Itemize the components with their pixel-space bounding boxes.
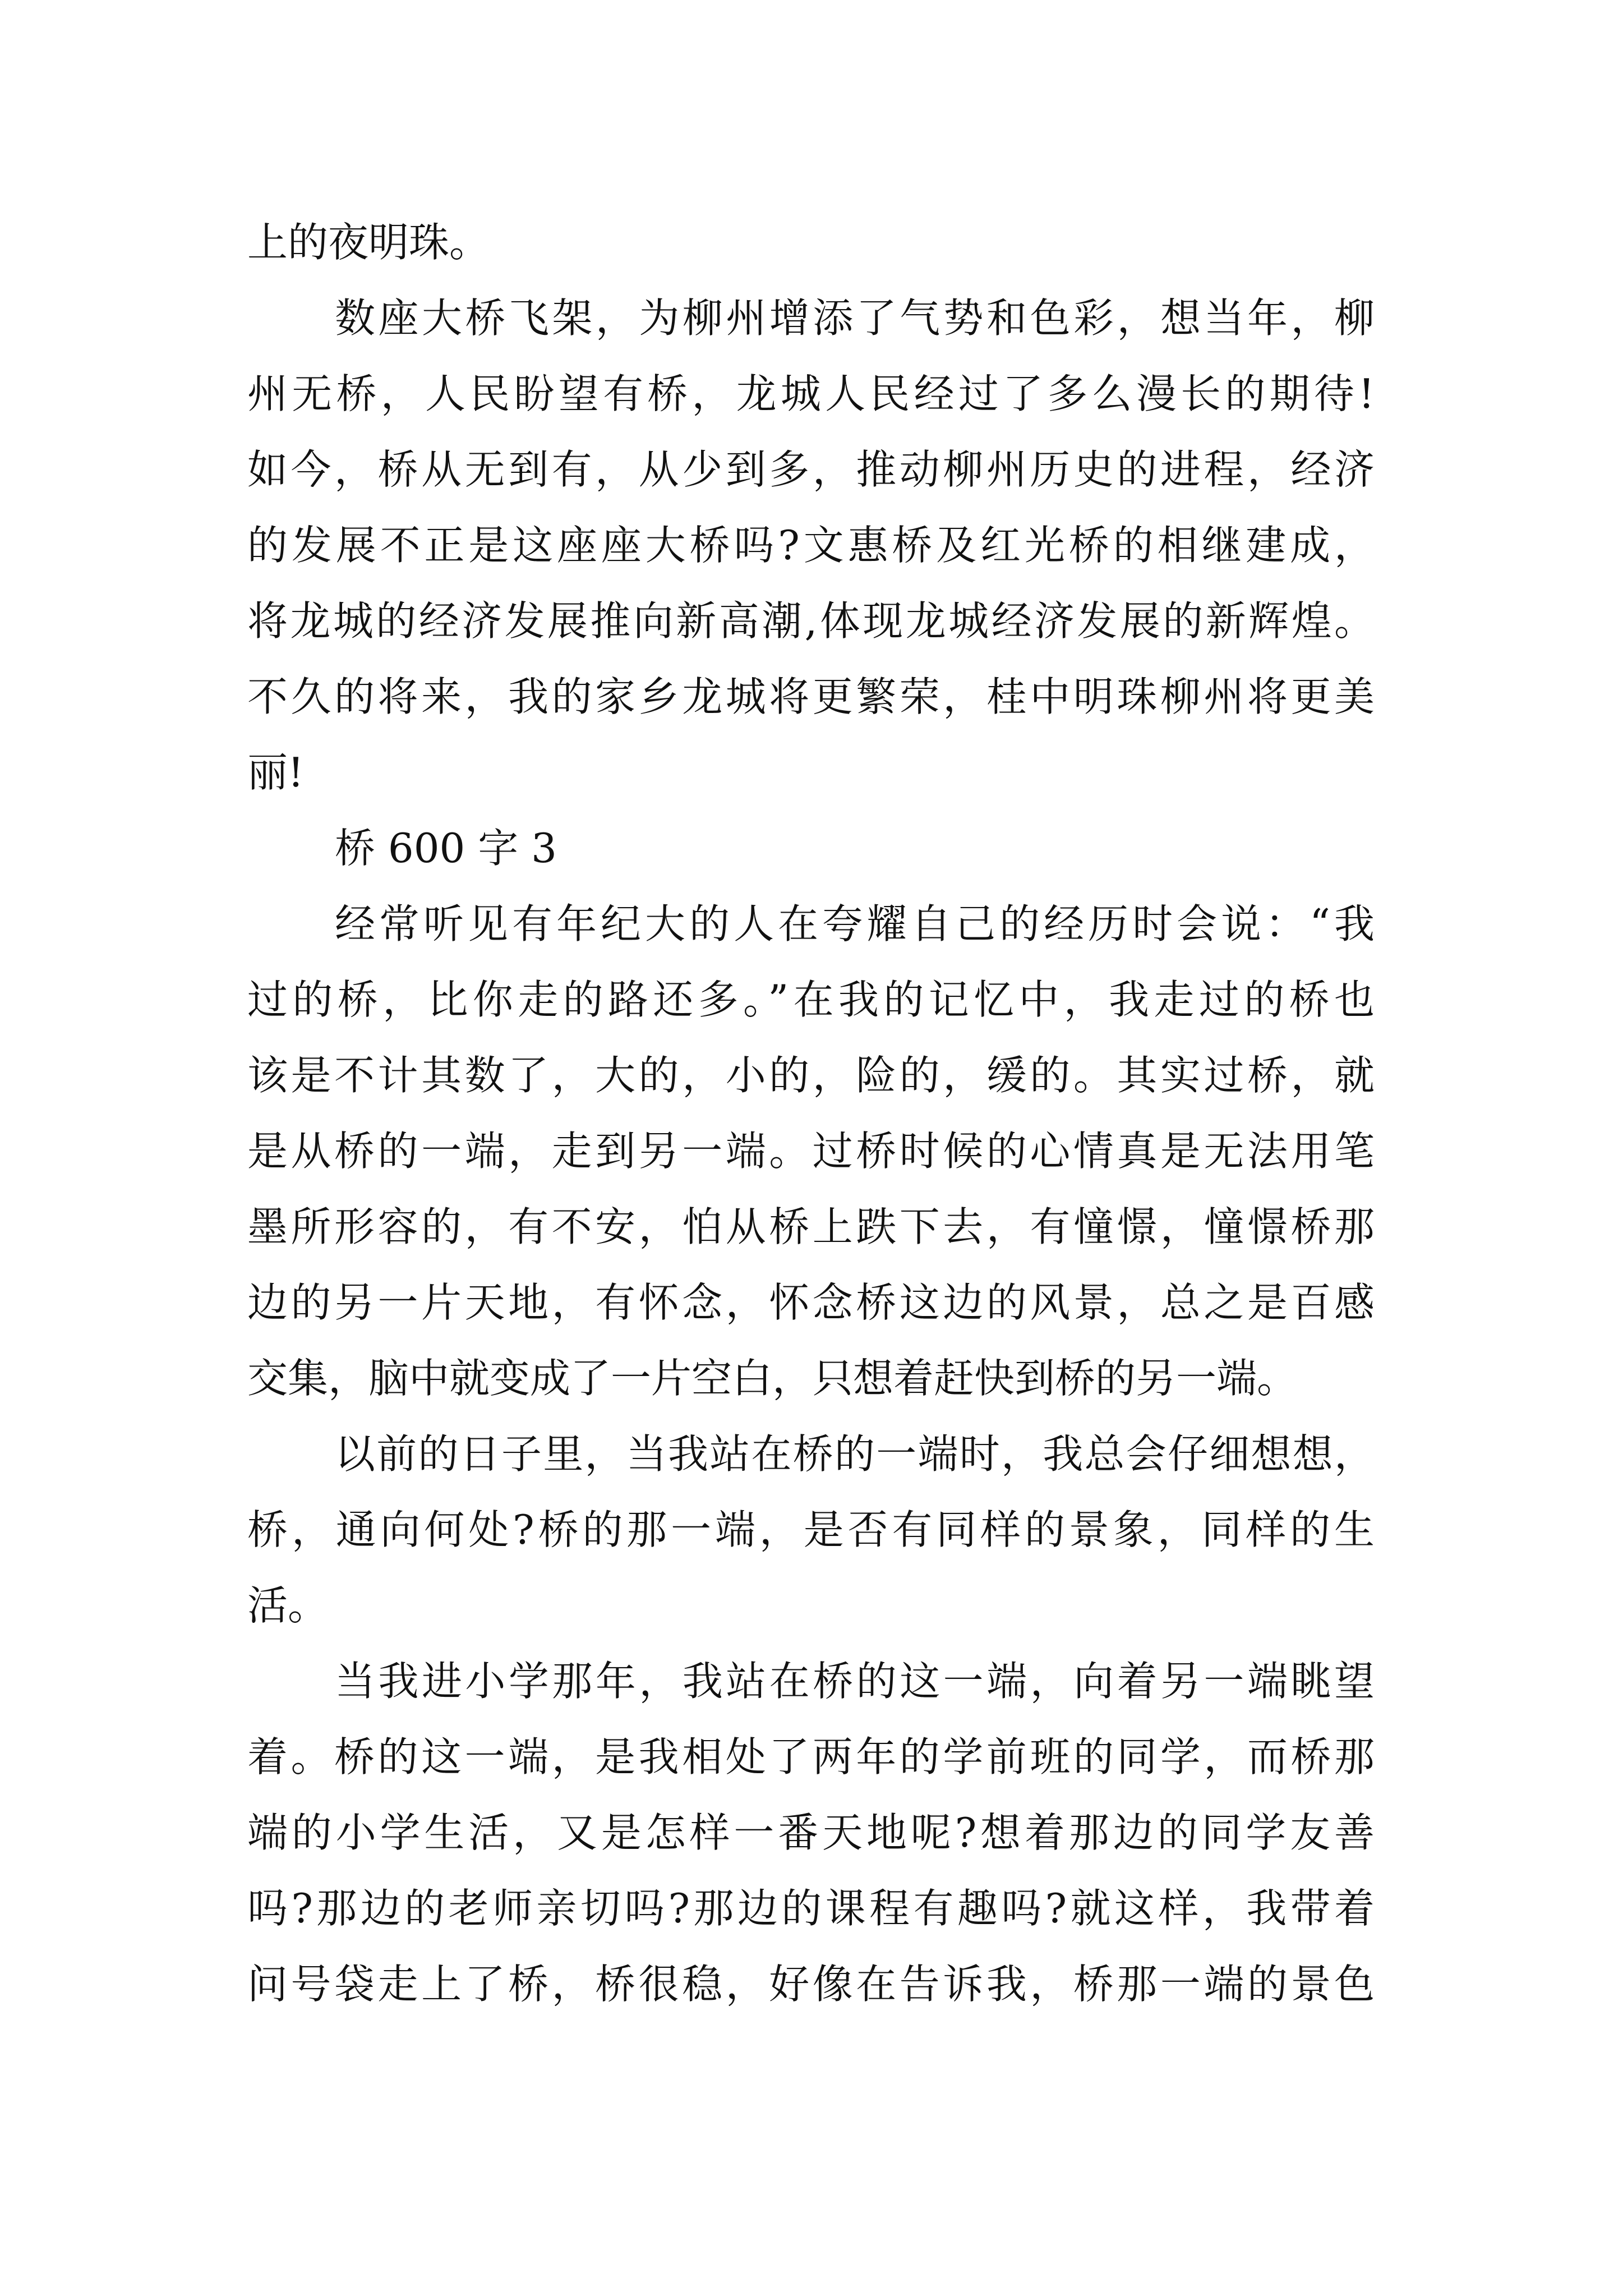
text-line: 经常听见有年纪大的人在夸耀自己的经历时会说：“我: [335, 900, 1375, 947]
text-line: 活。: [247, 1582, 329, 1629]
text-line: 是从桥的一端，走到另一端。过桥时候的心情真是无法用笔: [247, 1128, 1375, 1175]
text-line: 的发展不正是这座座大桥吗?文惠桥及红光桥的相继建成，: [247, 522, 1375, 569]
text-line: 不久的将来，我的家乡龙城将更繁荣，桂中明珠柳州将更美: [247, 673, 1375, 720]
text-line: 当我进小学那年，我站在桥的这一端，向着另一端眺望: [335, 1658, 1375, 1705]
document-body: [247, 205, 1375, 2022]
text-line: 该是不计其数了，大的，小的，险的，缓的。其实过桥，就: [247, 1052, 1375, 1099]
text-line: 着。桥的这一端，是我相处了两年的学前班的同学，而桥那: [247, 1733, 1375, 1780]
text-line: 过的桥，比你走的路还多。”在我的记忆中，我走过的桥也: [247, 976, 1375, 1023]
section-heading: 桥 600 字 3: [335, 825, 557, 872]
text-line: 桥，通向何处?桥的那一端，是否有同样的景象，同样的生: [247, 1506, 1375, 1553]
text-line: 以前的日子里，当我站在桥的一端时，我总会仔细想想，: [335, 1430, 1375, 1478]
text-line: 如今，桥从无到有，从少到多，推动柳州历史的进程，经济: [247, 446, 1375, 493]
text-line: 端的小学生活，又是怎样一番天地呢?想着那边的同学友善: [247, 1809, 1375, 1856]
text-line: 丽!: [247, 749, 304, 796]
text-line: 墨所形容的，有不安，怕从桥上跌下去，有憧憬，憧憬桥那: [247, 1203, 1375, 1250]
text-line: 州无桥，人民盼望有桥，龙城人民经过了多么漫长的期待!: [247, 370, 1375, 417]
text-line: 上的夜明珠。: [247, 219, 490, 266]
text-line: 问号袋走上了桥，桥很稳，好像在告诉我，桥那一端的景色: [247, 1961, 1375, 2008]
text-line: 交集，脑中就变成了一片空白，只想着赶快到桥的另一端。: [247, 1355, 1298, 1402]
text-line: 边的另一片天地，有怀念，怀念桥这边的风景，总之是百感: [247, 1279, 1375, 1326]
text-line: 数座大桥飞架，为柳州增添了气势和色彩，想当年，柳: [335, 295, 1375, 342]
text-line: 吗?那边的老师亲切吗?那边的课程有趣吗?就这样，我带着: [247, 1885, 1375, 1932]
text-line: 将龙城的经济发展推向新高潮,体现龙城经济发展的新辉煌。: [247, 597, 1375, 645]
